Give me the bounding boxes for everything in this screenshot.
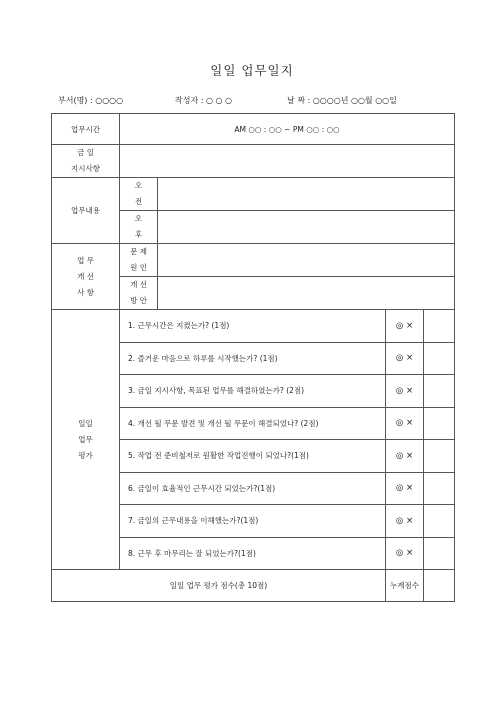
evaluation-item-mark[interactable]: ◎ × [386, 440, 424, 473]
evaluation-item-text: 4. 개선 될 무문 발견 및 개선 될 무문이 해결되었나? (2점) [120, 407, 386, 440]
evaluation-item-text: 1. 근무시간은 지켰는가? (1점) [120, 310, 386, 343]
department-field: 부서(명) : ○○○○ [58, 96, 124, 105]
evaluation-item-score[interactable] [424, 472, 455, 505]
evaluation-item-mark[interactable]: ◎ × [386, 505, 424, 538]
evaluation-item-text: 2. 즐거운 마음으로 하루를 시작했는가? (1점) [120, 342, 386, 375]
today-instruction-label [52, 145, 120, 178]
problem-label-line1: 문 제 [130, 247, 147, 256]
evaluation-item-mark[interactable]: ◎ × [386, 375, 424, 408]
evaluation-item-score[interactable] [424, 505, 455, 538]
today-instruction-content[interactable] [120, 145, 455, 178]
score-total-label: 일일 업무 평가 점수(총 10점) [52, 570, 386, 602]
improvement-label-line2: 개 선 [77, 271, 94, 281]
daily-evaluation-label [52, 310, 120, 570]
problem-label-line2: 원 인 [130, 263, 147, 272]
evaluation-item-score[interactable] [424, 375, 455, 408]
improvement-label-line3: 사 항 [77, 287, 94, 297]
work-time-label: 업무시간 [52, 114, 120, 145]
evaluation-item-text: 5. 작업 전 준비철저로 원활한 작업진행이 되었나?(1점) [120, 440, 386, 473]
work-log-form [51, 113, 455, 602]
problem-cause-label [120, 244, 158, 277]
document-title: 일일 업무일지 [210, 63, 294, 78]
cumulative-score-label: 누계점수 [386, 570, 424, 602]
morning-content[interactable] [158, 178, 455, 211]
morning-label [120, 178, 158, 211]
eval-label-line2: 업무 [78, 434, 93, 444]
afternoon-content[interactable] [158, 211, 455, 244]
work-time-value: AM ○○ : ○○ ~ PM ○○ : ○○ [120, 114, 455, 145]
evaluation-item-score[interactable] [424, 407, 455, 440]
afternoon-label [120, 211, 158, 244]
morning-label-line1: 오 [134, 181, 143, 190]
cumulative-score-value[interactable] [424, 570, 455, 602]
improvement-label [52, 244, 120, 310]
evaluation-item-text: 6. 금일이 효율적인 근무시간 되었는가?(1점) [120, 472, 386, 505]
eval-label-line3: 평가 [78, 450, 93, 460]
morning-label-line2: 전 [134, 197, 143, 206]
evaluation-item-score[interactable] [424, 537, 455, 570]
evaluation-item-mark[interactable]: ◎ × [386, 342, 424, 375]
evaluation-item-score[interactable] [424, 310, 455, 343]
work-content-label: 업무내용 [52, 178, 120, 244]
evaluation-item-mark[interactable]: ◎ × [386, 537, 424, 570]
today-label-line1: 금 일 [77, 148, 94, 157]
eval-label-line1: 일일 [78, 418, 93, 428]
evaluation-item-mark[interactable]: ◎ × [386, 407, 424, 440]
date-field: 날 짜 : ○○○○년 ○○월 ○○일 [287, 96, 397, 105]
author-field: 작성자 : ○ ○ ○ [175, 96, 232, 105]
evaluation-item-score[interactable] [424, 342, 455, 375]
evaluation-item-score[interactable] [424, 440, 455, 473]
improvement-label-line1: 업 무 [77, 255, 94, 265]
today-label-line2: 지시사항 [71, 164, 100, 173]
evaluation-item-mark[interactable]: ◎ × [386, 472, 424, 505]
improvement-plan-content[interactable] [158, 277, 455, 310]
plan-label-line2: 방 안 [130, 296, 147, 305]
improvement-plan-label [120, 277, 158, 310]
evaluation-item-mark[interactable]: ◎ × [386, 310, 424, 343]
evaluation-item-text: 7. 금일의 근무내용을 이해했는가?(1점) [120, 505, 386, 538]
afternoon-label-line1: 오 [134, 214, 143, 223]
plan-label-line1: 개 선 [130, 280, 147, 289]
evaluation-item-text: 8. 근무 후 마무리는 잘 되었는가?(1점) [120, 537, 386, 570]
evaluation-item-text: 3. 금일 지시사항, 목표된 업무를 해결하였는가? (2점) [120, 375, 386, 408]
afternoon-label-line2: 후 [134, 230, 143, 239]
problem-cause-content[interactable] [158, 244, 455, 277]
